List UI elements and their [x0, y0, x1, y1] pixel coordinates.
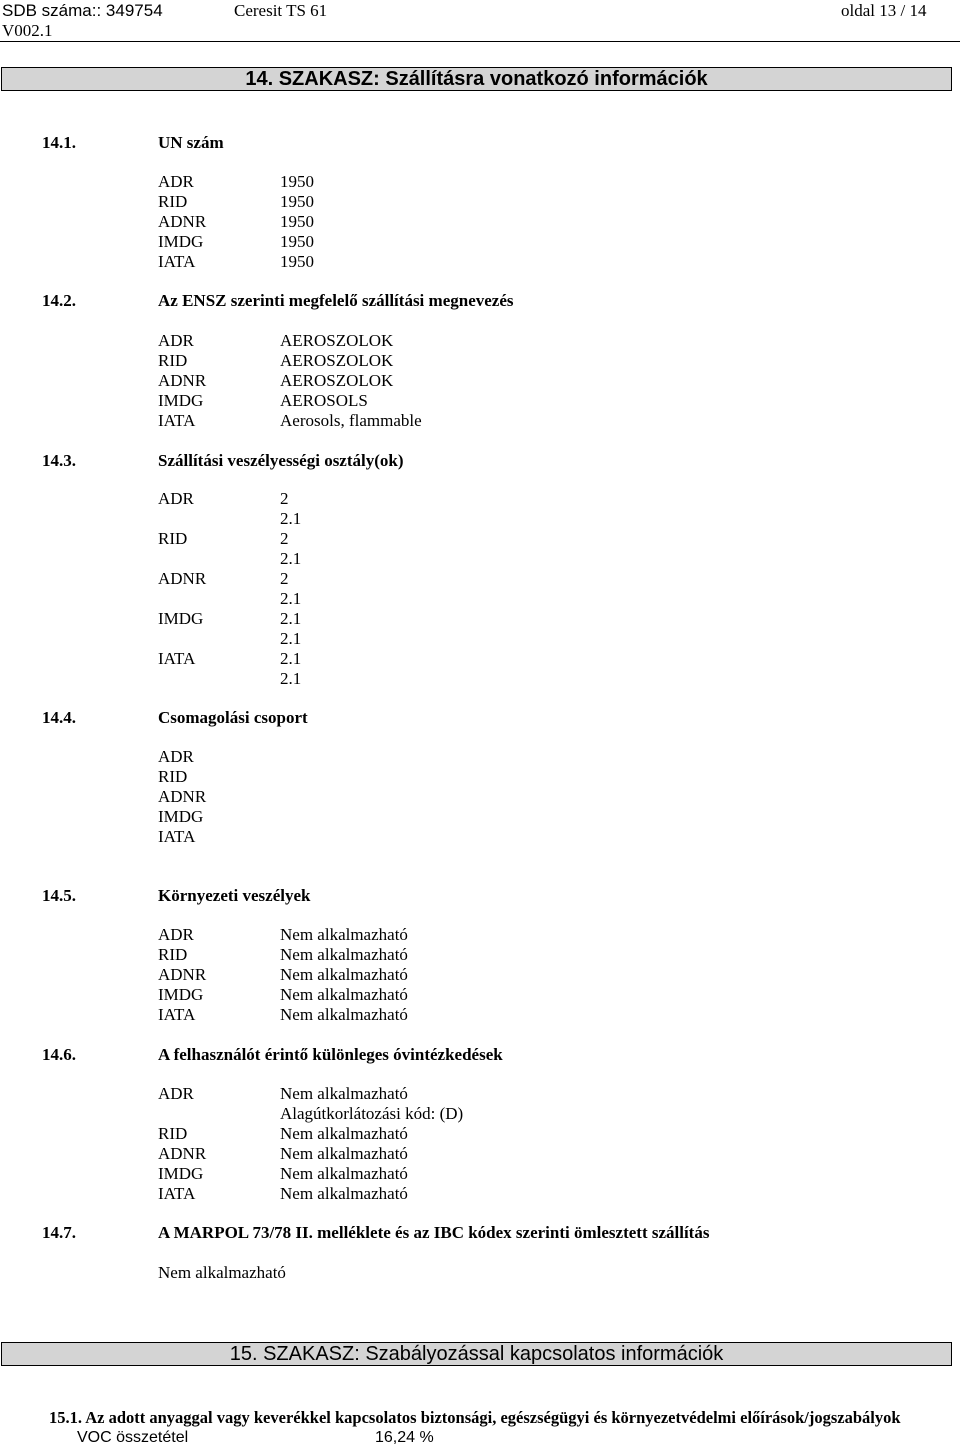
- un-number: 1950: [280, 192, 314, 211]
- transport-mode: ADR: [158, 489, 194, 508]
- subsection-title: Az ENSZ szerinti megfelelő szállítási megnevezés: [158, 291, 514, 310]
- sdb-number: SDB száma:: 349754: [2, 1, 163, 20]
- special-precaution: Nem alkalmazható: [280, 1124, 408, 1143]
- transport-mode: RID: [158, 767, 188, 786]
- hazard-label: 2.1: [280, 629, 302, 648]
- tunnel-restriction-code: Alagútkorlátozási kód: (D): [280, 1104, 464, 1123]
- transport-mode: IMDG: [158, 609, 204, 628]
- transport-mode: IMDG: [158, 391, 204, 410]
- shipping-name: AEROSZOLOK: [280, 331, 394, 350]
- subsection-number: 14.6.: [42, 1045, 76, 1064]
- transport-mode: ADR: [158, 1084, 194, 1103]
- voc-value: 16,24 %: [375, 1429, 434, 1446]
- header-divider: [0, 41, 960, 42]
- product-name: Ceresit TS 61: [234, 1, 328, 20]
- subsection-title: Szállítási veszélyességi osztály(ok): [158, 451, 404, 470]
- transport-mode: ADNR: [158, 965, 207, 984]
- voc-label: VOC összetétel: [77, 1429, 189, 1446]
- transport-mode: ADNR: [158, 1144, 207, 1163]
- transport-mode: RID: [158, 351, 188, 370]
- shipping-name: AEROSOLS: [280, 391, 368, 410]
- shipping-name: Aerosols, flammable: [280, 411, 422, 430]
- transport-mode: RID: [158, 1124, 188, 1143]
- transport-mode: IATA: [158, 1184, 196, 1203]
- hazard-class: 2: [280, 529, 289, 548]
- environmental-hazard: Nem alkalmazható: [280, 985, 408, 1004]
- environmental-hazard: Nem alkalmazható: [280, 1005, 408, 1024]
- hazard-label: 2.1: [280, 589, 302, 608]
- transport-mode: IATA: [158, 252, 196, 271]
- transport-mode: ADNR: [158, 371, 207, 390]
- subsection-15-1-heading: 15.1. Az adott anyaggal vagy keverékkel kapcsolatos biztonsági, egészségügyi és környezetvédelmi előírások/jogszabályok: [49, 1408, 901, 1427]
- special-precaution: Nem alkalmazható: [280, 1164, 408, 1183]
- hazard-label: 2.1: [280, 549, 302, 568]
- special-precaution: Nem alkalmazható: [280, 1144, 408, 1163]
- shipping-name: AEROSZOLOK: [280, 371, 394, 390]
- subsection-title: A felhasználót érintő különleges óvintézkedések: [158, 1045, 503, 1064]
- transport-mode: IMDG: [158, 985, 204, 1004]
- un-number: 1950: [280, 252, 314, 271]
- transport-mode: RID: [158, 529, 188, 548]
- section-14-title: 14. SZAKASZ: Szállításra vonatkozó információk: [1, 67, 952, 91]
- transport-mode: RID: [158, 945, 188, 964]
- environmental-hazard: Nem alkalmazható: [280, 945, 408, 964]
- special-precaution: Nem alkalmazható: [280, 1084, 408, 1103]
- page-number: oldal 13 / 14: [841, 1, 927, 20]
- shipping-name: AEROSZOLOK: [280, 351, 394, 370]
- un-number: 1950: [280, 172, 314, 191]
- environmental-hazard: Nem alkalmazható: [280, 965, 408, 984]
- transport-mode: ADR: [158, 747, 194, 766]
- transport-mode: IMDG: [158, 807, 204, 826]
- subsection-number: 14.3.: [42, 451, 76, 470]
- subsection-title: Környezeti veszélyek: [158, 886, 311, 905]
- transport-mode: IATA: [158, 649, 196, 668]
- transport-mode: IATA: [158, 411, 196, 430]
- hazard-class: 2: [280, 569, 289, 588]
- hazard-class: 2: [280, 489, 289, 508]
- subsection-number: 14.2.: [42, 291, 76, 310]
- transport-mode: ADNR: [158, 569, 207, 588]
- transport-mode: ADR: [158, 925, 194, 944]
- version: V002.1: [2, 21, 53, 40]
- hazard-label: 2.1: [280, 509, 302, 528]
- special-precaution: Nem alkalmazható: [280, 1184, 408, 1203]
- transport-mode: ADR: [158, 331, 194, 350]
- un-number: 1950: [280, 212, 314, 231]
- transport-mode: ADNR: [158, 212, 207, 231]
- subsection-number: 14.4.: [42, 708, 76, 727]
- subsection-title: Csomagolási csoport: [158, 708, 308, 727]
- subsection-title: A MARPOL 73/78 II. melléklete és az IBC kódex szerinti ömlesztett szállítás: [158, 1223, 710, 1242]
- subsection-number: 14.7.: [42, 1223, 76, 1242]
- subsection-number: 14.5.: [42, 886, 76, 905]
- transport-mode: ADR: [158, 172, 194, 191]
- hazard-label: 2.1: [280, 669, 302, 688]
- transport-mode: IATA: [158, 1005, 196, 1024]
- subsection-number: 14.1.: [42, 133, 76, 152]
- marpol-value: Nem alkalmazható: [158, 1263, 286, 1282]
- transport-mode: RID: [158, 192, 188, 211]
- transport-mode: IATA: [158, 827, 196, 846]
- section-15-title: 15. SZAKASZ: Szabályozással kapcsolatos információk: [1, 1342, 952, 1366]
- hazard-class: 2.1: [280, 649, 302, 668]
- transport-mode: IMDG: [158, 1164, 204, 1183]
- subsection-title: UN szám: [158, 133, 224, 152]
- un-number: 1950: [280, 232, 314, 251]
- transport-mode: IMDG: [158, 232, 204, 251]
- environmental-hazard: Nem alkalmazható: [280, 925, 408, 944]
- transport-mode: ADNR: [158, 787, 207, 806]
- hazard-class: 2.1: [280, 609, 302, 628]
